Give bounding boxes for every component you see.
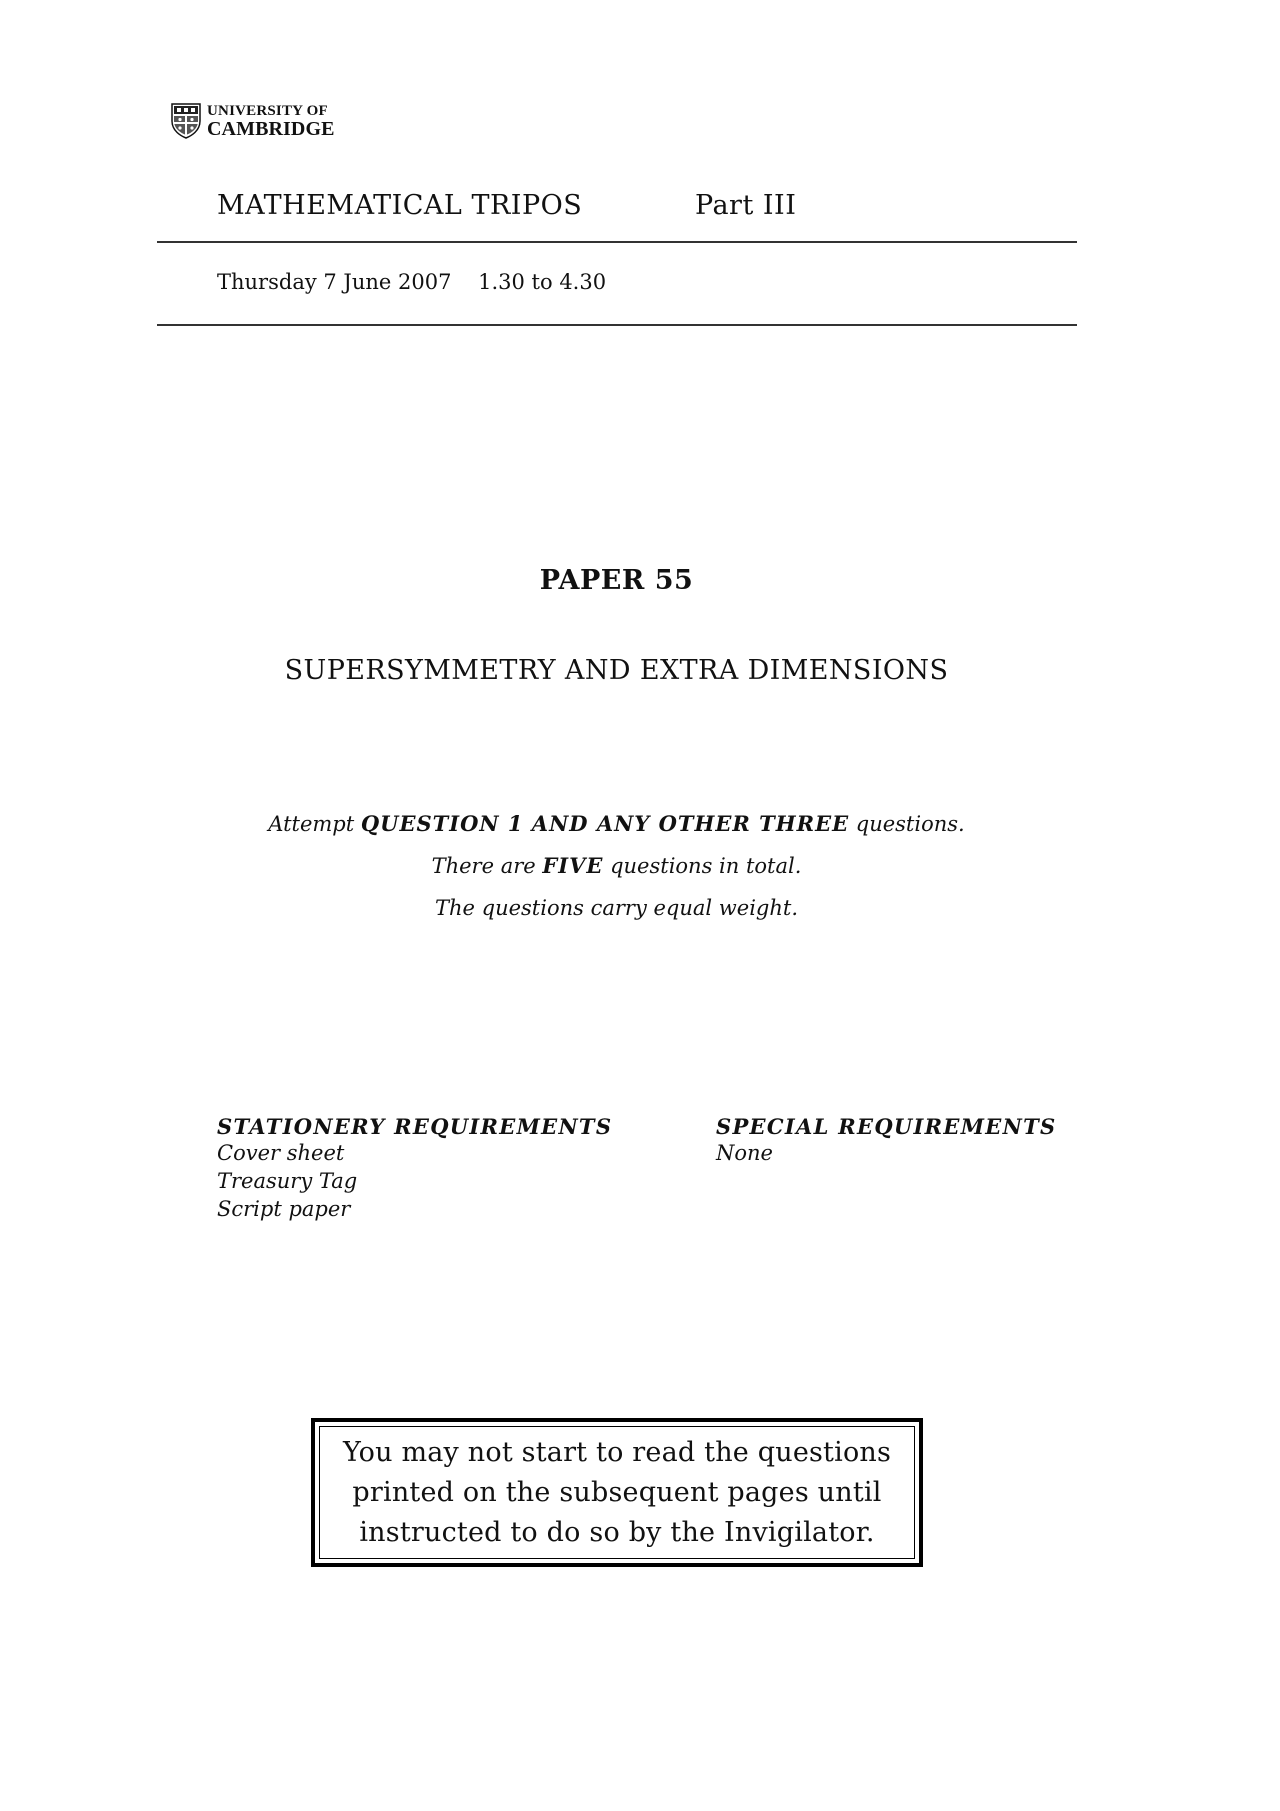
instruction-line-2 [0,853,1233,878]
special-heading: SPECIAL REQUIREMENTS [716,1114,1057,1139]
notice-line: instructed to do so by the Invigilator. [359,1516,875,1548]
instruction-2-pre: There are [431,854,543,878]
stationery-item: Script paper [217,1197,351,1221]
instruction-2-bold: FIVE [542,853,604,878]
instruction-line-3: The questions carry equal weight. [435,896,798,920]
instruction-1-bold: QUESTION 1 AND ANY OTHER THREE [360,811,850,836]
header-rule-bottom [157,324,1077,326]
notice-line: printed on the subsequent pages until [352,1476,882,1508]
instruction-2-post: questions in total. [603,854,802,878]
paper-title: SUPERSYMMETRY AND EXTRA DIMENSIONS [284,655,949,686]
tripos-part: Part III [695,190,797,221]
stationery-heading: STATIONERY REQUIREMENTS [217,1114,613,1139]
university-logo [171,103,335,139]
stationery-item: Treasury Tag [217,1169,358,1193]
university-crest-icon [171,103,201,139]
instruction-1-post: questions. [849,812,965,836]
logo-line-2: CAMBRIDGE [207,117,335,140]
special-requirements [716,1114,1056,1167]
invigilator-notice-box [311,1418,923,1567]
exam-date-time: Thursday 7 June 2007 1.30 to 4.30 [217,270,607,294]
notice-line: You may not start to read the questions [342,1436,892,1468]
tripos-title: MATHEMATICAL TRIPOS [217,190,583,221]
paper-number: PAPER 55 [539,565,694,596]
header-rule-top [157,241,1077,243]
stationery-requirements [217,1114,612,1223]
stationery-item: Cover sheet [217,1141,345,1165]
instruction-line-1 [0,811,1233,836]
special-item: None [716,1141,773,1165]
logo-line-1: UNIVERSITY OF [207,102,328,119]
instruction-1-pre: Attempt [268,812,361,836]
